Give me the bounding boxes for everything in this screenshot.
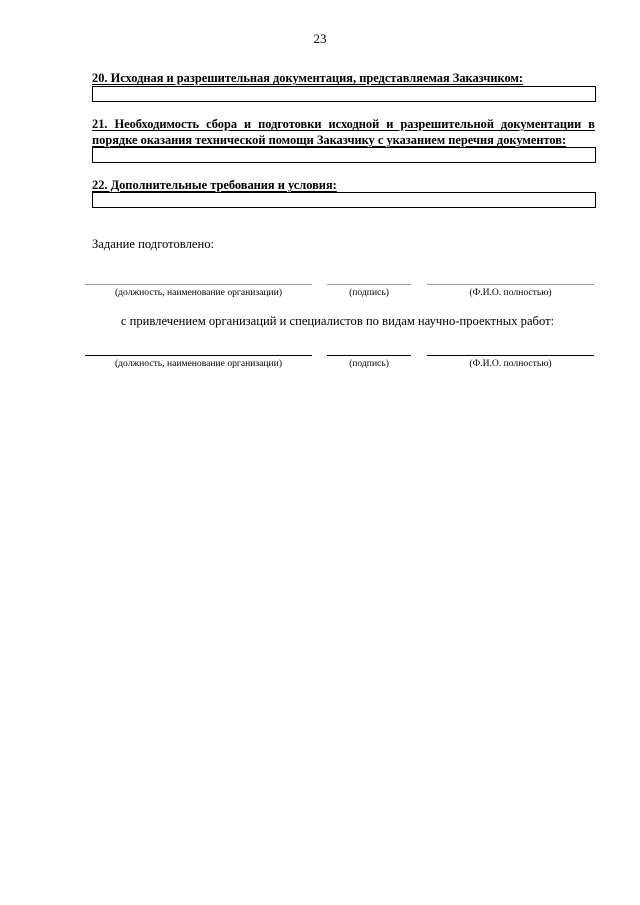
section-21-input[interactable]: [92, 147, 596, 163]
full-name-line-1[interactable]: [427, 284, 594, 285]
signature-caption-2: (подпись): [349, 358, 389, 369]
position-caption-1: (должность, наименование организации): [114, 287, 283, 298]
position-signature-line-2[interactable]: [85, 355, 312, 356]
section-20-input[interactable]: [92, 86, 596, 102]
position-signature-line-1[interactable]: [85, 284, 312, 285]
section-20-title: 20. Исходная и разрешительная документация, представляемая Заказчиком:: [92, 71, 524, 85]
section-22-input[interactable]: [92, 192, 596, 208]
signature-line-2[interactable]: [327, 355, 411, 356]
section-21-title: 21. Необходимость сбора и подготовки исходной и разрешительной документации в порядке оказания технической помощи Заказчику с указанием перечня документов:: [92, 117, 595, 147]
section-22-title: 22. Дополнительные требования и условия:: [92, 178, 337, 192]
full-name-caption-2: (Ф.И.О. полностью): [469, 358, 552, 369]
full-name-caption-1: (Ф.И.О. полностью): [469, 287, 552, 298]
signature-caption-1: (подпись): [349, 287, 389, 298]
prepared-label: Задание подготовлено:: [92, 237, 215, 251]
involvement-text: с привлечением организаций и специалистов по видам научно-проектных работ:: [120, 314, 555, 328]
position-caption-2: (должность, наименование организации): [114, 358, 283, 369]
page-number: 23: [313, 31, 327, 46]
signature-line-1[interactable]: [327, 284, 411, 285]
full-name-line-2[interactable]: [427, 355, 594, 356]
